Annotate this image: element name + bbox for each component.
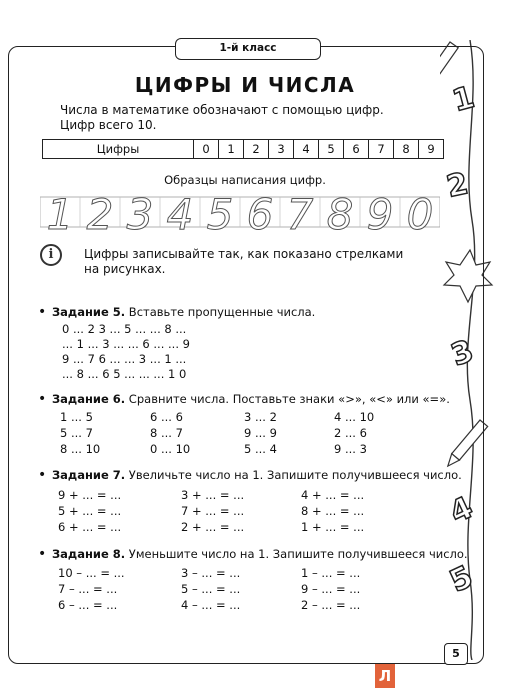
task-6-item: 1 ... 5 (60, 410, 93, 424)
task-7-label: Задание 7. (52, 468, 126, 482)
sample-digit: 2 (86, 190, 114, 235)
task-6-item: 0 ... 10 (150, 442, 191, 456)
task-7-text: Увеличьте число на 1. Запишите получившееся число. (125, 468, 462, 482)
task-8-label: Задание 8. (52, 547, 126, 561)
page-title: ЦИФРЫ И ЧИСЛА (134, 73, 356, 97)
task-8-text: Уменьшите число на 1. Запишите получившееся число. (125, 547, 468, 561)
task-6-item: 5 ... 4 (244, 442, 277, 456)
digit-cell: 8 (394, 140, 419, 159)
task-7-item: 4 + ... = ... (301, 488, 365, 502)
samples-title: Образцы написания цифр. (164, 173, 326, 187)
task-7-heading: • Задание 7. Увеличьте число на 1. Запишите получившееся число. (38, 467, 462, 483)
task-7-item: 5 + ... = ... (58, 504, 122, 518)
sample-digit: 4 (166, 190, 194, 235)
digit-cell: 0 (194, 140, 219, 159)
side-digit-1: 1 (448, 79, 479, 120)
task-8-item: 10 – ... = ... (58, 566, 125, 580)
task-6-item: 9 ... 3 (334, 442, 367, 456)
digit-cell: 3 (269, 140, 294, 159)
info-text (84, 247, 414, 277)
side-digit-3: 3 (446, 333, 479, 374)
task-8-item: 5 – ... = ... (181, 582, 241, 596)
task-8-item: 9 – ... = ... (301, 582, 361, 596)
task-6-item: 3 ... 2 (244, 410, 277, 424)
task-7-item: 6 + ... = ... (58, 520, 122, 534)
side-digit-5: 5 (444, 559, 479, 600)
task-7-item: 7 + ... = ... (181, 504, 245, 518)
task-5-row: ... 1 ... 3 ... ... 6 ... ... 9 (62, 337, 190, 351)
info-icon: i (40, 244, 62, 266)
sample-digit: 1 (46, 190, 74, 235)
sample-digit: 6 (246, 190, 274, 235)
task-6-item: 8 ... 7 (150, 426, 183, 440)
task-5-heading: • Задание 5. Вставьте пропущенные числа. (38, 304, 316, 320)
task-8-item: 7 – ... = ... (58, 582, 118, 596)
sample-digit: 3 (126, 190, 154, 235)
info-line-2: на рисунках. (84, 262, 166, 276)
task-7-item: 3 + ... = ... (181, 488, 245, 502)
digits-table-head: Цифры (43, 140, 194, 159)
info-line-1: Цифры записывайте так, как показано стрелками (84, 247, 404, 261)
task-7-item: 1 + ... = ... (301, 520, 365, 534)
task-7-item: 2 + ... = ... (181, 520, 245, 534)
task-6-item: 5 ... 7 (60, 426, 93, 440)
task-6-item: 4 ... 10 (334, 410, 375, 424)
handwriting-samples (40, 189, 440, 235)
task-5-row: 0 ... 2 3 ... 5 ... ... 8 ... (62, 322, 187, 336)
publisher-logo: Л (375, 664, 395, 688)
task-8-heading: • Задание 8. Уменьшите число на 1. Запишите получившееся число. (38, 546, 468, 562)
intro-text (60, 103, 450, 133)
task-7-item: 9 + ... = ... (58, 488, 122, 502)
side-digit-4: 4 (444, 490, 479, 531)
task-6-item: 6 ... 6 (150, 410, 183, 424)
task-8-item: 1 – ... = ... (301, 566, 361, 580)
task-5-row: 9 ... 7 6 ... ... 3 ... 1 ... (62, 352, 187, 366)
task-8-item: 4 – ... = ... (181, 598, 241, 612)
task-5-text: Вставьте пропущенные числа. (125, 305, 316, 319)
page-number: 5 (444, 643, 468, 665)
task-8-item: 6 – ... = ... (58, 598, 118, 612)
task-8-item: 2 – ... = ... (301, 598, 361, 612)
task-7-item: 8 + ... = ... (301, 504, 365, 518)
grade-tab: 1-й класс (175, 38, 321, 60)
side-digit-2: 2 (443, 166, 472, 205)
digit-cell: 6 (344, 140, 369, 159)
digit-cell: 5 (319, 140, 344, 159)
digit-cell: 1 (219, 140, 244, 159)
task-8-item: 3 – ... = ... (181, 566, 241, 580)
task-6-item: 8 ... 10 (60, 442, 101, 456)
sample-digit: 5 (206, 190, 234, 235)
sample-digit: 7 (286, 190, 314, 235)
digit-cell: 4 (294, 140, 319, 159)
sample-digit: 8 (326, 190, 354, 235)
task-6-text: Сравните числа. Поставьте знаки «>», «<» или «=». (125, 392, 450, 406)
digit-cell: 9 (419, 140, 444, 159)
task-5-label: Задание 5. (52, 305, 126, 319)
sample-digit: 0 (406, 190, 434, 235)
task-6-item: 9 ... 9 (244, 426, 277, 440)
digits-table (42, 139, 444, 159)
digit-cell: 7 (369, 140, 394, 159)
intro-line-1: Числа в математике обозначают с помощью цифр. (60, 103, 384, 117)
digit-cell: 2 (244, 140, 269, 159)
task-6-item: 2 ... 6 (334, 426, 367, 440)
sample-digit: 9 (366, 190, 394, 235)
task-5-row: ... 8 ... 6 5 ... ... ... 1 0 (62, 367, 187, 381)
task-6-heading: • Задание 6. Сравните числа. Поставьте знаки «>», «<» или «=». (38, 391, 450, 407)
task-6-label: Задание 6. (52, 392, 126, 406)
intro-line-2: Цифр всего 10. (60, 118, 157, 132)
